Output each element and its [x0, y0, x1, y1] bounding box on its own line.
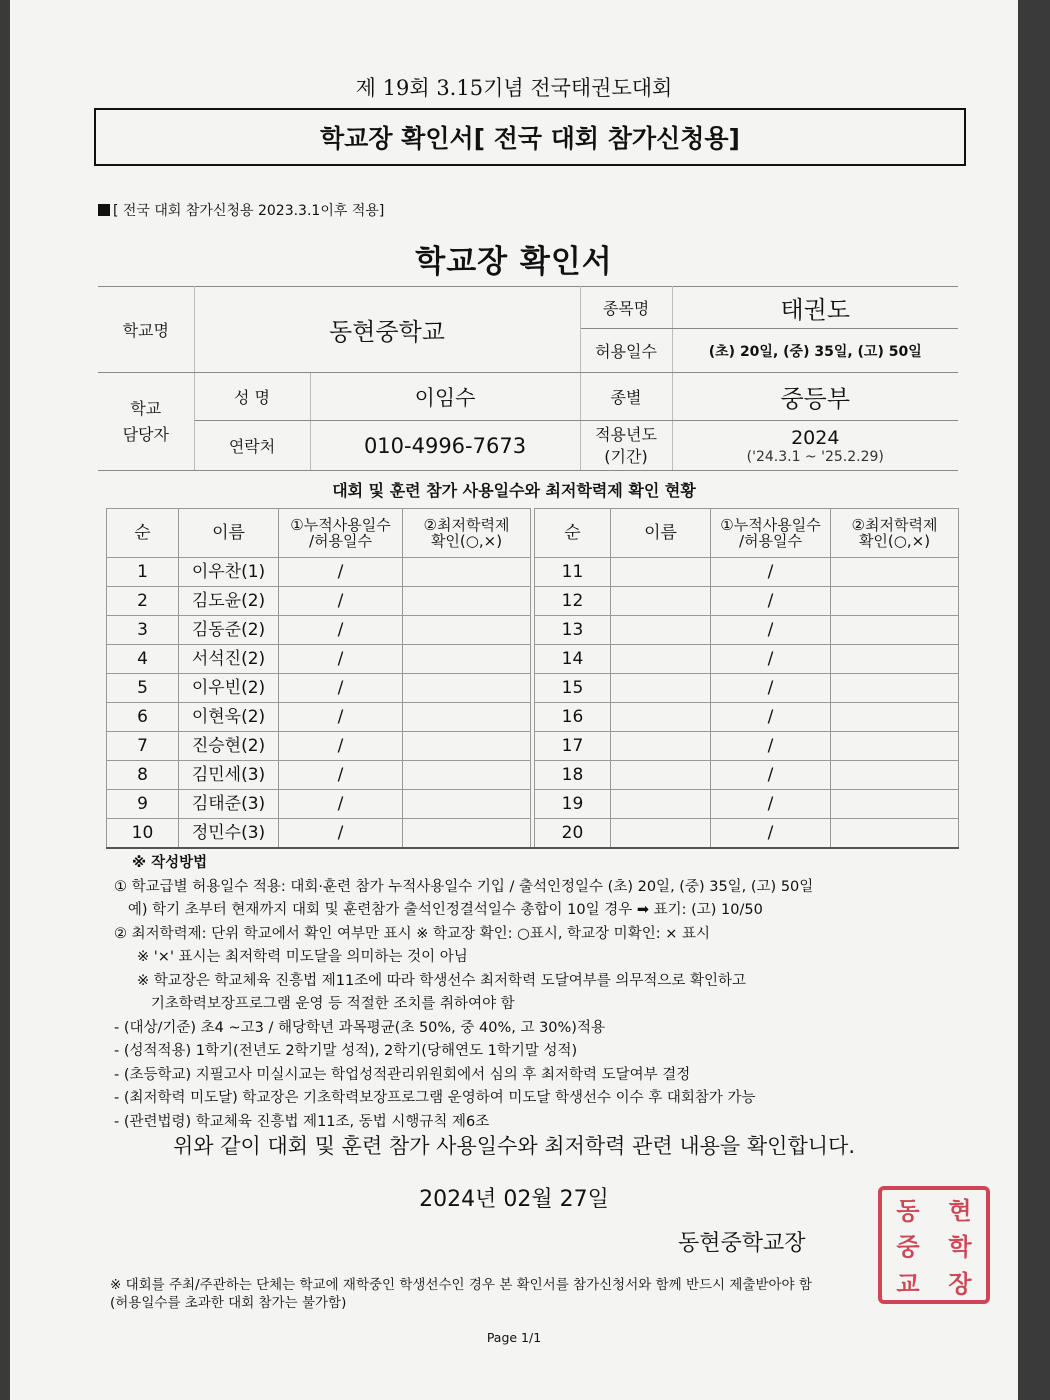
- col-header-name: 이름: [179, 509, 279, 558]
- participant-name: 이우빈(2): [179, 674, 279, 703]
- academic-check-cell: [831, 587, 959, 616]
- confirmation-statement: 위와 같이 대회 및 훈련 참가 사용일수와 최저학력 관련 내용을 확인합니다.: [172, 1134, 855, 1158]
- method-title: ※ 작성방법: [132, 855, 208, 871]
- academic-check-cell: [831, 558, 959, 587]
- academic-check-cell: [831, 645, 959, 674]
- participant-name: 김도윤(2): [179, 587, 279, 616]
- academic-check-cell: [831, 616, 959, 645]
- used-days-cell: /: [279, 674, 403, 703]
- method-line: ※ 학교장은 학교체육 진흥법 제11조에 따라 학생선수 최저학력 도달여부를 의무적으로 확인하고: [114, 972, 746, 989]
- method-line: - (최저학력 미도달) 학교장은 기초학력보장프로그램 운영하여 미도달 학생선수 이수 후 대회참가 가능: [114, 1090, 756, 1106]
- principal-signature: 동현중학교장: [678, 1231, 806, 1256]
- row-number: 2: [107, 587, 179, 616]
- col-header-no: 순: [107, 509, 179, 558]
- academic-check-cell: [403, 761, 531, 790]
- participant-name: 김동준(2): [179, 616, 279, 645]
- row-number: 19: [535, 790, 611, 819]
- section-title: 대회 및 훈련 참가 사용일수와 최저학력제 확인 현황: [332, 481, 696, 500]
- table-row: [107, 645, 959, 674]
- used-days-cell: /: [711, 616, 831, 645]
- used-days-cell: /: [279, 703, 403, 732]
- notice-text: [ 전국 대회 참가신청용 2023.3.1이후 적용]: [113, 203, 385, 219]
- name-label: 성 명: [194, 373, 310, 421]
- row-number: 3: [107, 616, 179, 645]
- table-row: [107, 761, 959, 790]
- participant-name: 이우찬(1): [179, 558, 279, 587]
- used-days-cell: /: [279, 790, 403, 819]
- academic-check-cell: [403, 674, 531, 703]
- year-value: 2024: [791, 426, 840, 449]
- issue-date: 2024년 02월 27일: [419, 1187, 609, 1212]
- participant-name: [611, 616, 711, 645]
- col-header-academic: ②최저학력제 확인(○,×): [403, 509, 531, 558]
- academic-check-cell: [403, 732, 531, 761]
- allowed-days-label: 허용일수: [580, 329, 672, 373]
- document-page: [10, 0, 1018, 1400]
- method-line: 예) 학기 초부터 현재까지 대회 및 훈련참가 출석인정결석일수 총합이 10일 경우 ➡ 표기: (고) 10/50: [114, 902, 763, 918]
- participant-name: [611, 819, 711, 849]
- row-number: 20: [535, 819, 611, 849]
- event-label: 종목명: [580, 287, 672, 329]
- academic-check-cell: [831, 819, 959, 849]
- academic-check-cell: [403, 587, 531, 616]
- seal-character: 현: [948, 1195, 972, 1225]
- participant-name: [611, 645, 711, 674]
- participant-name: 김태준(3): [179, 790, 279, 819]
- row-number: 11: [535, 558, 611, 587]
- participant-name: [611, 587, 711, 616]
- method-line: ※ '×' 표시는 최저학력 미도달을 의미하는 것이 아님: [114, 949, 468, 965]
- academic-check-cell: [403, 616, 531, 645]
- participant-name: 이현욱(2): [179, 703, 279, 732]
- col-header-days: ①누적사용일수 /허용일수: [711, 509, 831, 558]
- table-row: [107, 732, 959, 761]
- row-number: 14: [535, 645, 611, 674]
- used-days-cell: /: [711, 819, 831, 849]
- method-line: - (대상/기준) 초4 ~고3 / 해당학년 과목평균(초 50%, 중 40%, 고 30%)적용: [114, 1019, 605, 1036]
- notice-line: [98, 200, 384, 220]
- allowed-days-value: (초) 20일, (중) 35일, (고) 50일: [672, 329, 958, 373]
- academic-check-cell: [403, 819, 531, 849]
- row-number: 18: [535, 761, 611, 790]
- manager-label: 학교 담당자: [98, 373, 194, 471]
- school-name: 동현중학교: [194, 287, 580, 373]
- table-row: [107, 674, 959, 703]
- table-row: [107, 703, 959, 732]
- used-days-cell: /: [711, 558, 831, 587]
- used-days-cell: /: [279, 558, 403, 587]
- participant-name: 김민세(3): [179, 761, 279, 790]
- footer-line: (허용일수를 초과한 대회 참가는 불가함): [110, 1295, 347, 1311]
- row-number: 1: [107, 558, 179, 587]
- table-row: [107, 558, 959, 587]
- academic-check-cell: [831, 790, 959, 819]
- used-days-cell: /: [279, 732, 403, 761]
- participant-name: 진승현(2): [179, 732, 279, 761]
- year-period: ('24.3.1 ~ '25.2.29): [746, 448, 884, 465]
- row-number: 7: [107, 732, 179, 761]
- academic-check-cell: [831, 761, 959, 790]
- contact-label: 연락처: [194, 421, 310, 471]
- participant-name: [611, 674, 711, 703]
- writing-method-section: [114, 852, 974, 1134]
- event-value: 태권도: [672, 287, 958, 329]
- seal-character: 교: [896, 1269, 920, 1299]
- seal-character: 중: [896, 1232, 920, 1262]
- participant-name: [611, 703, 711, 732]
- academic-check-cell: [403, 790, 531, 819]
- academic-check-cell: [831, 703, 959, 732]
- used-days-cell: /: [711, 790, 831, 819]
- used-days-cell: /: [711, 703, 831, 732]
- school-info-table: [98, 286, 958, 471]
- division-label: 종별: [580, 373, 672, 421]
- division-value: 중등부: [672, 373, 958, 421]
- row-number: 5: [107, 674, 179, 703]
- method-line: - (관련법령) 학교체육 진흥법 제11조, 동법 시행규칙 제6조: [114, 1113, 490, 1130]
- academic-check-cell: [403, 703, 531, 732]
- academic-check-cell: [831, 674, 959, 703]
- used-days-cell: /: [711, 732, 831, 761]
- footer-line: ※ 대회를 주최/주관하는 단체는 학교에 재학중인 학생선수인 경우 본 확인서를 참가신청서와 함께 반드시 제출받아야 함: [110, 1277, 812, 1293]
- row-number: 10: [107, 819, 179, 849]
- used-days-cell: /: [711, 587, 831, 616]
- competition-title: 제 19회 3.15기념 전국태권도대회: [355, 76, 673, 100]
- table-row: [107, 616, 959, 645]
- row-number: 4: [107, 645, 179, 674]
- used-days-cell: /: [711, 674, 831, 703]
- method-line: - (초등학교) 지필고사 미실시교는 학업성적관리위원회에서 심의 후 최저학력 도달여부 결정: [114, 1066, 691, 1083]
- bullet-square-icon: [98, 204, 110, 216]
- col-header-days: ①누적사용일수 /허용일수: [279, 509, 403, 558]
- contact-value: 010-4996-7673: [310, 421, 580, 471]
- table-row: [107, 790, 959, 819]
- used-days-cell: /: [711, 645, 831, 674]
- participant-name: [611, 761, 711, 790]
- method-line: - (성적적용) 1학기(전년도 2학기말 성적), 2학기(당해연도 1학기말 성적): [114, 1043, 578, 1059]
- participant-name: [611, 732, 711, 761]
- method-line: ① 학교급별 허용일수 적용: 대회·훈련 참가 누적사용일수 기입 / 출석인정일수 (초) 20일, (중) 35일, (고) 50일: [114, 878, 814, 895]
- row-number: 9: [107, 790, 179, 819]
- footer-note: [110, 1276, 990, 1312]
- document-title: 학교장 확인서[ 전국 대회 참가신청용]: [320, 124, 740, 153]
- used-days-cell: /: [279, 616, 403, 645]
- col-header-no: 순: [535, 509, 611, 558]
- participant-name: 정민수(3): [179, 819, 279, 849]
- used-days-cell: /: [279, 761, 403, 790]
- page-number: Page 1/1: [486, 1330, 542, 1345]
- used-days-cell: /: [279, 587, 403, 616]
- academic-check-cell: [403, 558, 531, 587]
- col-header-name: 이름: [611, 509, 711, 558]
- participant-name: 서석진(2): [179, 645, 279, 674]
- used-days-cell: /: [279, 819, 403, 849]
- col-header-academic: ②최저학력제 확인(○,×): [831, 509, 959, 558]
- row-number: 17: [535, 732, 611, 761]
- row-number: 6: [107, 703, 179, 732]
- seal-character: 학: [948, 1232, 972, 1262]
- table-row: [107, 819, 959, 849]
- participant-name: [611, 790, 711, 819]
- academic-check-cell: [403, 645, 531, 674]
- seal-character: 장: [948, 1269, 972, 1299]
- table-row: [107, 587, 959, 616]
- row-number: 16: [535, 703, 611, 732]
- used-days-cell: /: [279, 645, 403, 674]
- participants-table: [106, 508, 959, 849]
- method-line: 기초학력보장프로그램 운영 등 적절한 조치를 취하여야 함: [114, 996, 515, 1012]
- row-number: 8: [107, 761, 179, 790]
- manager-name: 이임수: [310, 373, 580, 421]
- row-number: 13: [535, 616, 611, 645]
- seal-character: 동: [896, 1195, 920, 1225]
- school-label: 학교명: [98, 287, 194, 373]
- row-number: 15: [535, 674, 611, 703]
- row-number: 12: [535, 587, 611, 616]
- year-cell: [672, 421, 958, 471]
- academic-check-cell: [831, 732, 959, 761]
- main-title: 학교장 확인서: [415, 244, 613, 280]
- year-label: 적용년도 (기간): [580, 421, 672, 471]
- method-line: ② 최저학력제: 단위 학교에서 확인 여부만 표시 ※ 학교장 확인: ○표시, 학교장 미확인: × 표시: [114, 925, 710, 942]
- participant-name: [611, 558, 711, 587]
- used-days-cell: /: [711, 761, 831, 790]
- document-title-box: [94, 108, 966, 166]
